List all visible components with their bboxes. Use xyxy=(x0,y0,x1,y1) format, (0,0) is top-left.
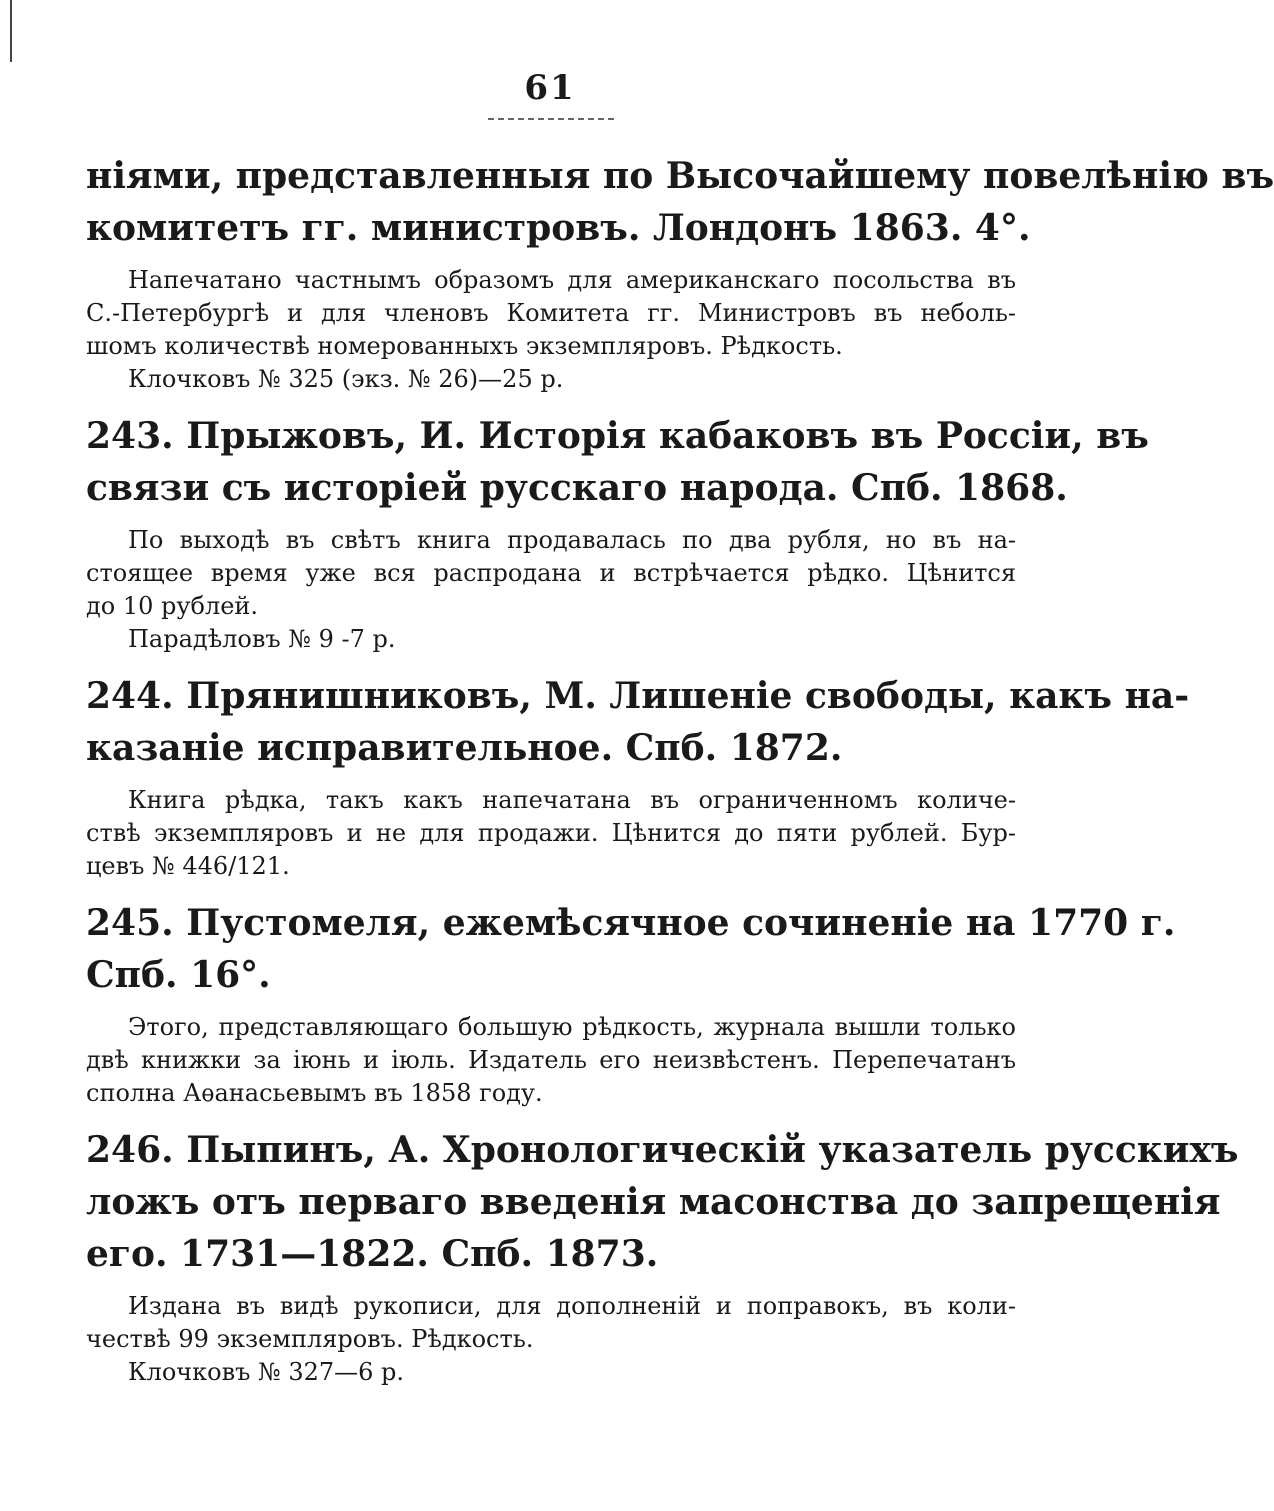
note-line: Издана въ видѣ рукописи, для дополненій и поправокъ, въ коли- xyxy=(128,1292,1016,1320)
title-line: комитетъ гг. министровъ. Лондонъ 1863. 4°. xyxy=(86,207,1031,249)
page-content xyxy=(86,150,1274,1389)
note-line: двѣ книжки за іюнь и іюль. Издатель его неизвѣстенъ. Перепечатанъ xyxy=(86,1046,1016,1074)
note-line: Книга рѣдка, такъ какъ напечатана въ ограниченномъ количе- xyxy=(128,786,1016,814)
entry-246-title xyxy=(86,1124,1239,1280)
title-line: 245. Пустомеля, ежемѣсячное сочиненіе на 1770 г. xyxy=(86,902,1176,944)
page-number-rule xyxy=(488,118,614,120)
entry-244-note xyxy=(86,784,1016,883)
intro-note xyxy=(86,264,1016,396)
note-line: С.-Петербургѣ и для членовъ Комитета гг. Министровъ въ неболь- xyxy=(86,299,1016,327)
intro-title xyxy=(86,150,1274,254)
note-line: Этого, представляющаго большую рѣдкость, журнала вышли только xyxy=(128,1013,1016,1041)
note-line: стоящее время уже вся распродана и встрѣчается рѣдко. Цѣнится xyxy=(86,559,1016,587)
entry-246-note xyxy=(86,1290,1016,1389)
note-line: ствѣ экземпляровъ и не для продажи. Цѣнится до пяти рублей. Бур- xyxy=(86,819,1016,847)
title-line: 246. Пыпинъ, А. Хронологическій указатель русскихъ xyxy=(86,1129,1239,1171)
title-line: связи съ исторіей русскаго народа. Спб. 1868. xyxy=(86,467,1068,509)
note-line: шомъ количествѣ номерованныхъ экземпляровъ. Рѣдкость. xyxy=(86,332,843,360)
price-line: Клочковъ № 327—6 р. xyxy=(128,1358,405,1386)
note-line: чествѣ 99 экземпляровъ. Рѣдкость. xyxy=(86,1325,534,1353)
title-line: казаніе исправительное. Спб. 1872. xyxy=(86,727,843,769)
title-line: 243. Прыжовъ, И. Исторія кабаковъ въ Россіи, въ xyxy=(86,415,1149,457)
note-line: цевъ № 446/121. xyxy=(86,852,290,880)
price-line: Клочковъ № 325 (экз. № 26)—25 р. xyxy=(128,365,564,393)
title-line: Спб. 16°. xyxy=(86,954,271,996)
entry-243-note xyxy=(86,524,1016,656)
entry-245-note xyxy=(86,1011,1016,1110)
note-line: сполна Аѳанасьевымъ въ 1858 году. xyxy=(86,1079,543,1107)
entry-243-title xyxy=(86,410,1149,514)
note-line: Напечатано частнымъ образомъ для американскаго посольства въ xyxy=(128,266,1016,294)
entry-245-title xyxy=(86,897,1176,1001)
title-line: его. 1731—1822. Спб. 1873. xyxy=(86,1233,659,1275)
page-number: 61 xyxy=(524,68,576,108)
title-line: ложъ отъ перваго введенія масонства до запрещенія xyxy=(86,1181,1221,1223)
title-line: 244. Прянишниковъ, М. Лишеніе свободы, какъ на- xyxy=(86,675,1190,717)
note-line: до 10 рублей. xyxy=(86,592,259,620)
note-line: По выходѣ въ свѣтъ книга продавалась по два рубля, но въ на- xyxy=(128,526,1016,554)
page-edge-line xyxy=(10,0,12,62)
price-line: Парадѣловъ № 9 -7 р. xyxy=(128,625,396,653)
entry-244-title xyxy=(86,670,1190,774)
title-line: ніями, представленныя по Высочайшему повелѣнію въ xyxy=(86,155,1274,197)
